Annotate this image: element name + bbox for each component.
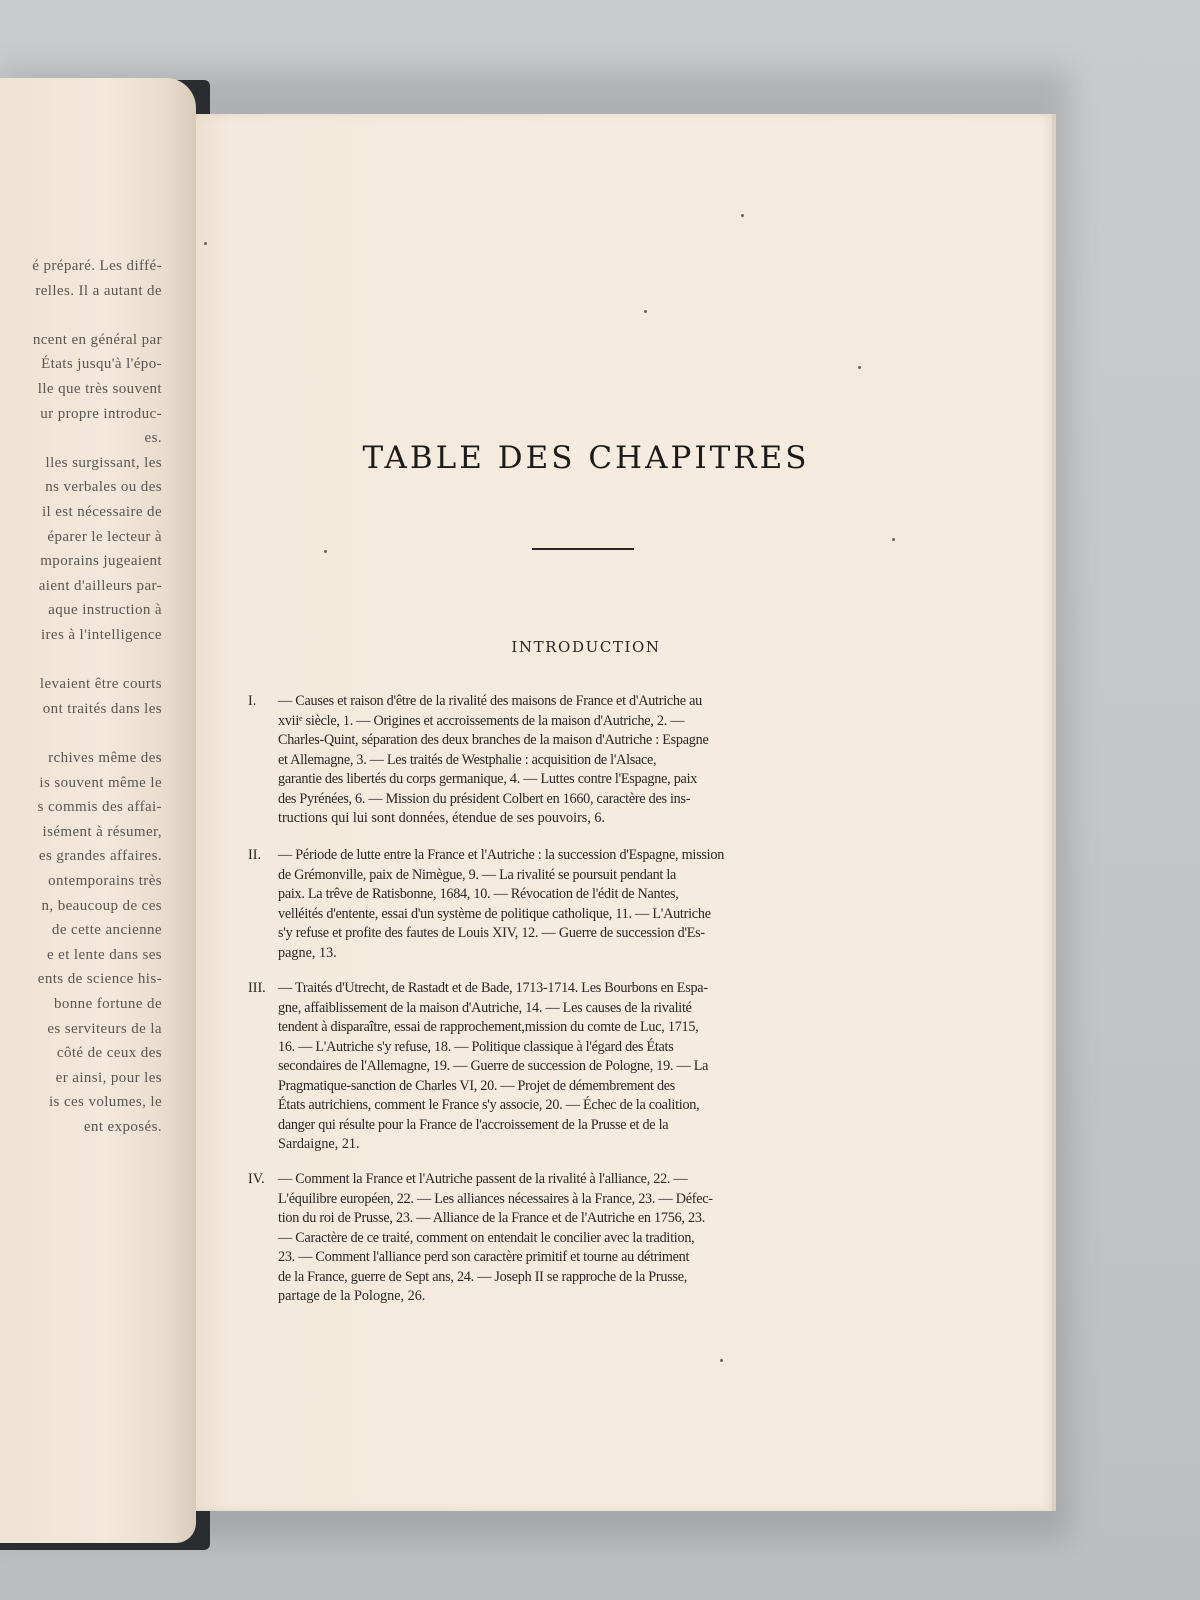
left-page-line: ns verbales ou des [45, 479, 162, 496]
page-edge [1052, 114, 1056, 1511]
left-page-line: es grandes affaires. [38, 848, 162, 865]
entry-line: Pragmatique-sanction de Charles VI, 20. — Projet de démembrement des [278, 1077, 675, 1094]
entry-line: tion du roi de Prusse, 23. — Alliance de la France et de l'Autriche en 1756, 23. [278, 1210, 705, 1226]
paper-speck [204, 242, 207, 245]
left-page-line: n, beaucoup de ces [41, 897, 162, 914]
entry-line: États autrichiens, comment le France s'y associe, 20. — Échec de la coalition, [278, 1097, 700, 1113]
chapter-entry [248, 846, 868, 963]
entry-line: xviiᵉ siècle, 1. — Origines et accroissements de la maison d'Autriche, 2. — [278, 712, 685, 729]
paper-speck [858, 366, 861, 369]
right-page [196, 114, 1056, 1511]
entry-line: tructions qui lui sont données, étendue de ses pouvoirs, 6. [278, 810, 606, 826]
entry-line: — Causes et raison d'être de la rivalité des maisons de France et d'Autriche au [278, 693, 702, 709]
left-page-line: ires à l'intelligence [40, 627, 162, 643]
left-page-line: éparer le lecteur à [47, 528, 162, 545]
left-page-line: États jusqu'à l'épo- [41, 356, 162, 373]
entry-line: — Comment la France et l'Autriche passent de la rivalité à l'alliance, 22. — [278, 1171, 688, 1187]
left-page-line: ent exposés. [83, 1119, 162, 1135]
chapter-entry [248, 1170, 868, 1307]
left-page-line: aque instruction à [48, 602, 162, 619]
entry-line: Sardaigne, 21. [278, 1136, 360, 1152]
paper-speck [720, 1359, 723, 1362]
entry-number: II. [248, 847, 261, 863]
entry-line: — Période de lutte entre la France et l'Autriche : la succession d'Espagne, mission [278, 847, 725, 863]
left-page-line: ur propre introduc- [40, 405, 162, 422]
left-page-line: e et lente dans ses [46, 946, 162, 963]
left-page-line: ents de science his- [37, 971, 162, 988]
left-page-line: ncent en général par [32, 331, 162, 348]
entry-line: et Allemagne, 3. — Les traités de Westphalie : acquisition de l'Alsace, [278, 751, 657, 768]
entry-line: — Caractère de ce traité, comment on entendait le concilier avec la tradition, [278, 1229, 695, 1246]
entry-line: 16. — L'Autriche s'y refuse, 18. — Politique classique à l'égard des États [278, 1038, 674, 1055]
entry-line: tendent à disparaître, essai de rapprochement,mission du comte de Luc, 1715, [278, 1019, 699, 1035]
entry-line: Charles-Quint, séparation des deux branches de la maison d'Autriche : Espagne [278, 732, 709, 748]
left-page-line: s commis des affai- [37, 799, 162, 816]
paper-speck [644, 310, 647, 313]
left-page-line: relles. Il a autant de [35, 282, 162, 299]
title-rule [532, 548, 634, 550]
entry-line: de Grémonville, paix de Nimègue, 9. — La rivalité se poursuit pendant la [278, 866, 677, 883]
entry-line: s'y refuse et profite des fautes de Louis XIV, 12. — Guerre de succession d'Es- [278, 925, 705, 941]
left-page-line: aient d'ailleurs par- [38, 577, 162, 594]
left-page-line: il est nécessaire de [41, 504, 162, 520]
left-page-line: es serviteurs de la [47, 1020, 162, 1037]
left-page-line: er ainsi, pour les [55, 1069, 162, 1086]
entry-number: I. [248, 693, 257, 709]
left-page-line: is souvent même le [39, 774, 162, 791]
entry-line: des Pyrénées, 6. — Mission du président Colbert en 1660, caractère des ins- [278, 790, 691, 807]
entry-line: gne, affaiblissement de la maison d'Autriche, 14. — Les causes de la rivalité [278, 999, 692, 1016]
left-page-line: rchives même des [48, 750, 162, 766]
left-page-line: ontemporains très [48, 873, 162, 889]
paper-speck [324, 550, 327, 553]
entry-line: — Traités d'Utrecht, de Rastadt et de Bade, 1713-1714. Les Bourbons en Espa- [278, 980, 708, 996]
left-page-line: es. [144, 430, 162, 447]
entry-number: III. [248, 980, 266, 996]
chapter-entry [248, 692, 868, 829]
left-page-line: lles surgissant, les [45, 454, 162, 471]
entry-line: de la France, guerre de Sept ans, 24. — Joseph II se rapproche de la Prusse, [278, 1268, 688, 1285]
entry-line: L'équilibre européen, 22. — Les alliances nécessaires à la France, 23. — Défec- [278, 1190, 713, 1207]
left-page-line: ont traités dans les [42, 700, 162, 717]
entry-line: paix. La trêve de Ratisbonne, 1684, 10. — Révocation de l'édit de Nantes, [278, 886, 679, 902]
left-page-line: lle que très souvent [37, 381, 162, 397]
section-heading: INTRODUCTION [511, 638, 661, 656]
left-page-line: de cette ancienne [51, 922, 162, 939]
entry-line: garantie des libertés du corps germanique, 4. — Luttes contre l'Espagne, paix [278, 771, 698, 787]
left-page-line: bonne fortune de [53, 996, 162, 1012]
entry-line: danger qui résulte pour la France de l'accroissement de la Prusse et de la [278, 1116, 669, 1133]
left-page-line: isément à résumer, [42, 823, 162, 840]
left-page [0, 78, 196, 1543]
paper-speck [741, 214, 744, 217]
entry-line: velléités d'entente, essai d'un système de politique catholique, 11. — L'Autriche [278, 905, 711, 922]
entry-line: 23. — Comment l'alliance perd son caractère primitif et tourne au détriment [278, 1249, 690, 1265]
entry-line: partage de la Pologne, 26. [278, 1288, 426, 1304]
entry-line: secondaires de l'Allemagne, 19. — Guerre de succession de Pologne, 19. — La [278, 1058, 709, 1074]
paper-speck [892, 538, 895, 541]
left-page-line: é préparé. Les diffé- [32, 258, 162, 274]
left-page-line: is ces volumes, le [48, 1094, 162, 1111]
page-title: TABLE DES CHAPITRES [362, 440, 810, 476]
left-page-line: levaient être courts [39, 676, 162, 693]
entry-line: pagne, 13. [278, 944, 337, 961]
entry-number: IV. [248, 1171, 265, 1187]
left-page-line: mporains jugeaient [40, 553, 162, 570]
left-page-line: côté de ceux des [56, 1045, 162, 1062]
chapter-entry [248, 979, 868, 1155]
